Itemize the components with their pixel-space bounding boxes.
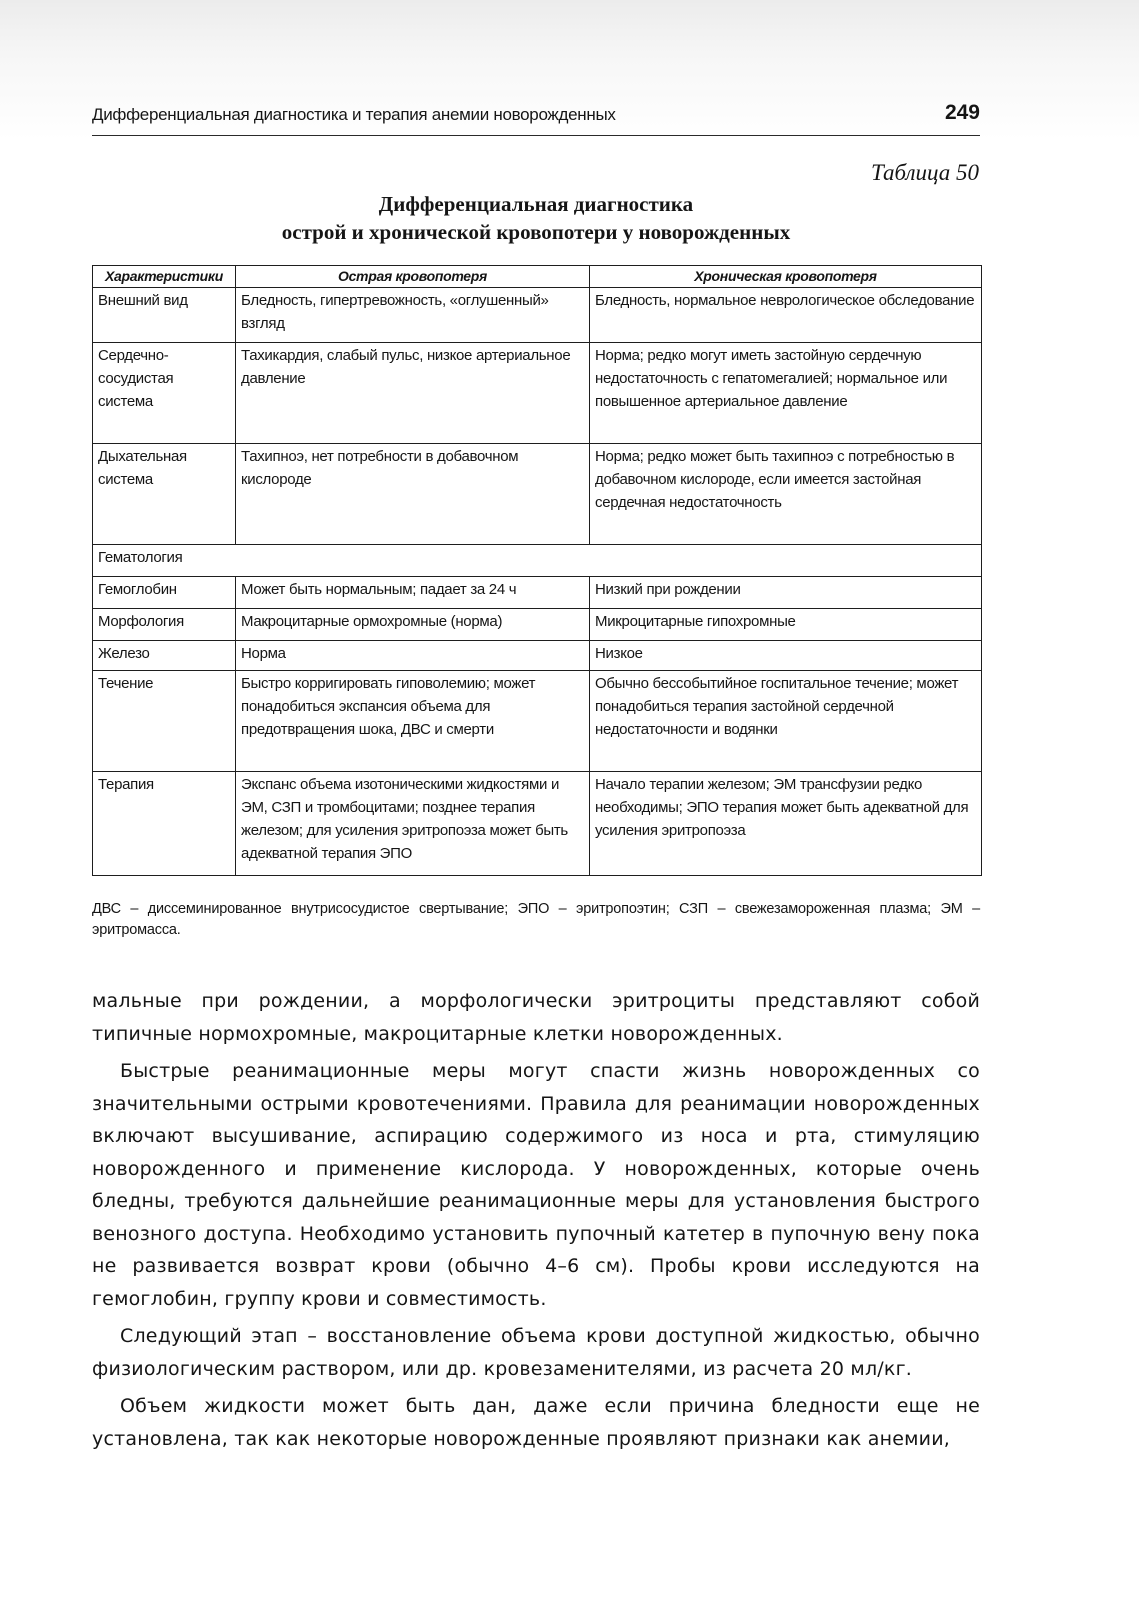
column-header-acute: Острая кровопотеря <box>236 266 590 288</box>
chronic-cell: Норма; редко может быть тахипноэ с потребностью в добавочном кислороде, если имеется застойная сердечная недостаточность <box>590 444 982 545</box>
table-footnote: ДВС – диссеминированное внутрисосудистое свертывание; ЭПО – эритропоэтин; СЗП – свежезамороженная плазма; ЭМ – эритромасса. <box>92 901 980 938</box>
table-row <box>93 772 982 876</box>
body-text <box>92 985 980 1455</box>
table-row <box>93 288 982 343</box>
row-label: Железо <box>93 641 236 671</box>
row-label: Течение <box>93 671 236 772</box>
acute-cell: Экспанс объема изотоническими жидкостями и ЭМ, СЗП и тромбоцитами; позднее терапия железом; для усиления эритропоэза может быть адекватной терапия ЭПО <box>236 772 590 876</box>
diagnosis-table <box>92 265 982 876</box>
table-row <box>93 444 982 545</box>
chronic-cell: Бледность, нормальное неврологическое обследование <box>590 288 982 343</box>
table-section-row <box>93 545 982 577</box>
section-label-hematology: Гематология <box>93 545 982 577</box>
paragraph: мальные при рождении, а морфологически эритроциты представляют собой типичные нормохромные, макроцитарные клетки новорожденных. <box>92 990 980 1045</box>
acute-cell: Может быть нормальным; падает за 24 ч <box>236 577 590 609</box>
paragraph: Следующий этап – восстановление объема крови доступной жидкостью, обычно физиологическим раствором, или др. кровезаменителями, из расчета 20 мл/кг. <box>92 1325 980 1380</box>
chronic-cell: Начало терапии железом; ЭМ трансфузии редко необходимы; ЭПО терапия может быть адекватной для усиления эритропоэза <box>590 772 982 876</box>
table-title-line-1: Дифференциальная диагностика <box>378 192 694 216</box>
acute-cell: Норма <box>236 641 590 671</box>
running-title: Дифференциальная диагностика и терапия анемии новорожденных <box>92 105 616 124</box>
chronic-cell: Обычно бессобытийное госпитальное течение; может понадобиться терапия застойной сердечной недостаточности и водянки <box>590 671 982 772</box>
chronic-cell: Норма; редко могут иметь застойную сердечную недостаточность с гепатомегалией; нормальное или повышенное артериальное давление <box>590 343 982 444</box>
chronic-cell: Низкий при рождении <box>590 577 982 609</box>
paragraph: Объем жидкости может быть дан, даже если причина бледности еще не установлена, так как некоторые новорожденные проявляют признаки как анемии, <box>92 1395 980 1450</box>
column-header-chronic: Хроническая кровопотеря <box>590 266 982 288</box>
row-label: Дыхательная система <box>93 444 236 545</box>
running-header <box>92 101 980 136</box>
row-label: Внешний вид <box>93 288 236 343</box>
table-title-line-2: острой и хронической кровопотери у новорожденных <box>281 220 791 244</box>
acute-cell: Бледность, гипертревожность, «оглушенный» взгляд <box>236 288 590 343</box>
page-number: 249 <box>944 101 980 124</box>
row-label: Сердечно-сосудистая система <box>93 343 236 444</box>
table-row <box>93 577 982 609</box>
row-label: Гемоглобин <box>93 577 236 609</box>
column-header-characteristics: Характеристики <box>93 266 236 288</box>
acute-cell: Быстро корригировать гиповолемию; может понадобиться экспансия объема для предотвращения шока, ДВС и смерти <box>236 671 590 772</box>
table-row <box>93 671 982 772</box>
table-header-row <box>93 266 982 288</box>
chronic-cell: Микроцитарные гипохромные <box>590 609 982 641</box>
acute-cell: Макроцитарные ормохромные (норма) <box>236 609 590 641</box>
chronic-cell: Низкое <box>590 641 982 671</box>
table-row <box>93 641 982 671</box>
acute-cell: Тахипноэ, нет потребности в добавочном кислороде <box>236 444 590 545</box>
paragraph: Быстрые реанимационные меры могут спасти жизнь новорожденных со значительными острыми кровотечениями. Правила для реанимации новорожденных включают высушивание, аспирацию содержимого из носа и рта, стимуляцию новорожденного и применение кислорода. У новорожденных, которые очень бледны, требуются дальнейшие реанимационные меры для установления быстрого венозного доступа. Необходимо установить пупочный катетер в пупочную вену пока не развивается возврат крови (обычно 4–6 см). Пробы крови исследуются на гемоглобин, группу крови и совместимость. <box>92 1060 980 1310</box>
table-row <box>93 343 982 444</box>
table-row <box>93 609 982 641</box>
table-title <box>92 190 980 246</box>
row-label: Терапия <box>93 772 236 876</box>
row-label: Морфология <box>93 609 236 641</box>
table-label: Таблица 50 <box>870 160 979 185</box>
acute-cell: Тахикардия, слабый пульс, низкое артериальное давление <box>236 343 590 444</box>
